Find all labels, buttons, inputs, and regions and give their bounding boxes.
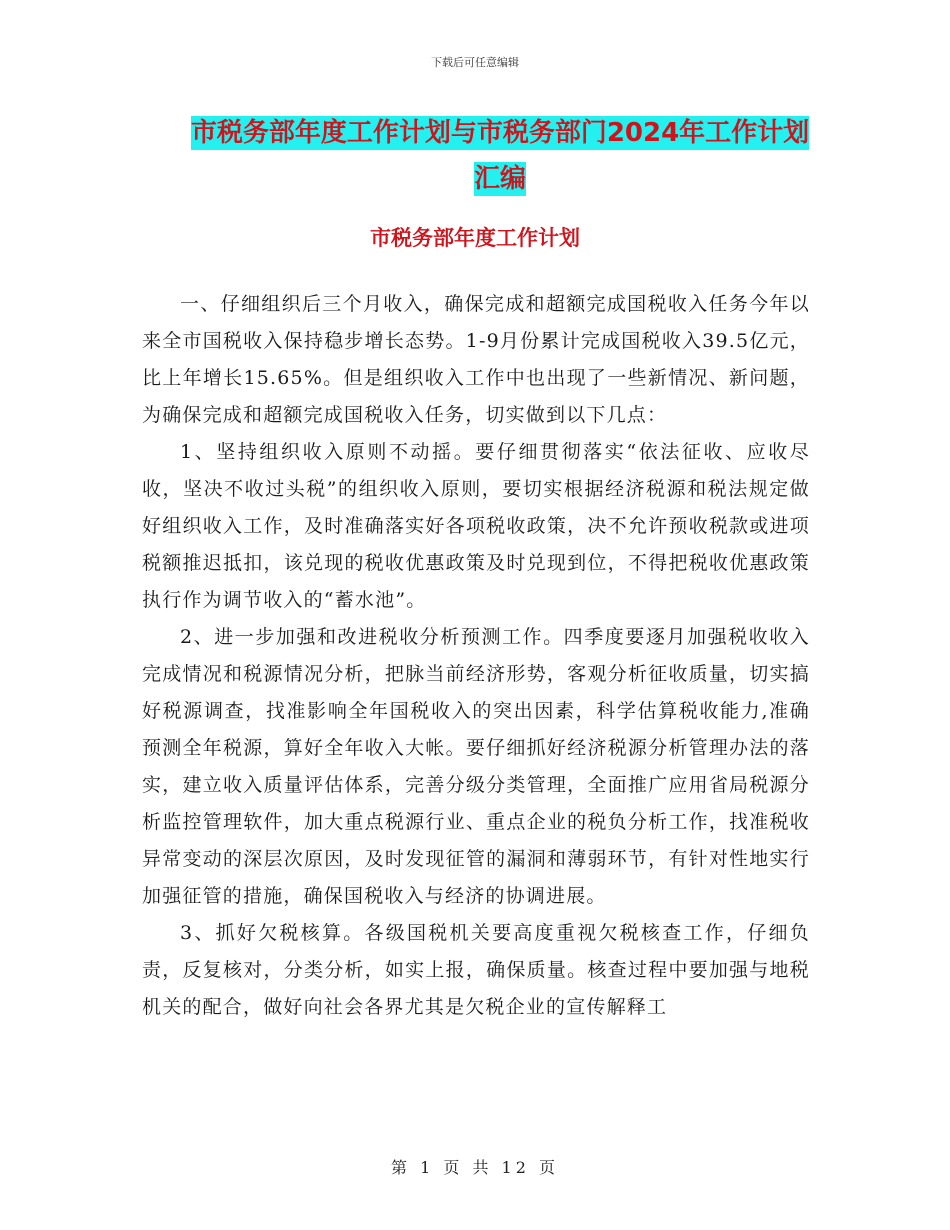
paragraph-1: 一、仔细组织后三个月收入，确保完成和超额完成国税收入任务今年以来全市国税收入保持稳步增长态势。1-9月份累计完成国税收入39.5亿元，比上年增长15.65%。但是组织收入工作中也出现了一些新情况、新问题，为确保完成和超额完成国税收入任务，切实做到以下几点：	[142, 293, 810, 426]
paragraph-3: 2、进一步加强和改进税收分析预测工作。四季度要逐月加强税收收入完成情况和税源情况分析，把脉当前经济形势，客观分析征收质量，切实搞好税源调查，找准影响全年国税收入的突出因素，科学估算税收能力,准确预测全年税源，算好全年收入大帐。要仔细抓好经济税源分析管理办法的落实，建立收入质量评估体系，完善分级分类管理，全面推广应用省局税源分析监控管理软件，加大重点税源行业、重点企业的税负分析工作，找准税收异常变动的深层次原因，及时发现征管的漏洞和薄弱环节，有针对性地实行加强征管的措施，确保国税收入与经济的协调进展。	[142, 626, 810, 907]
page-footer: 第 1 页 共 12 页	[391, 1158, 559, 1177]
document-title-line2: 汇编	[473, 164, 526, 194]
document-title-line1: 市税务部年度工作计划与市税务部门2024年工作计划	[190, 118, 810, 148]
header-note: 下载后可任意编辑	[431, 56, 519, 69]
document-title	[140, 110, 860, 202]
body-text	[142, 286, 810, 1026]
paragraph-2: 1、坚持组织收入原则不动摇。要仔细贯彻落实“依法征收、应收尽收，坚决不收过头税”的组织收入原则，要切实根据经济税源和税法规定做好组织收入工作，及时准确落实好各项税收政策，决不允许预收税款或进项税额推迟抵扣，该兑现的税收优惠政策及时兑现到位，不得把税收优惠政策执行作为调节收入的“蓄水池”。	[142, 441, 810, 611]
section-heading: 市税务部年度工作计划	[370, 226, 580, 250]
paragraph-4: 3、抓好欠税核算。各级国税机关要高度重视欠税核查工作，仔细负责，反复核对，分类分析，如实上报，确保质量。核查过程中要加强与地税机关的配合，做好向社会各界尤其是欠税企业的宣传解释工	[142, 922, 810, 1018]
